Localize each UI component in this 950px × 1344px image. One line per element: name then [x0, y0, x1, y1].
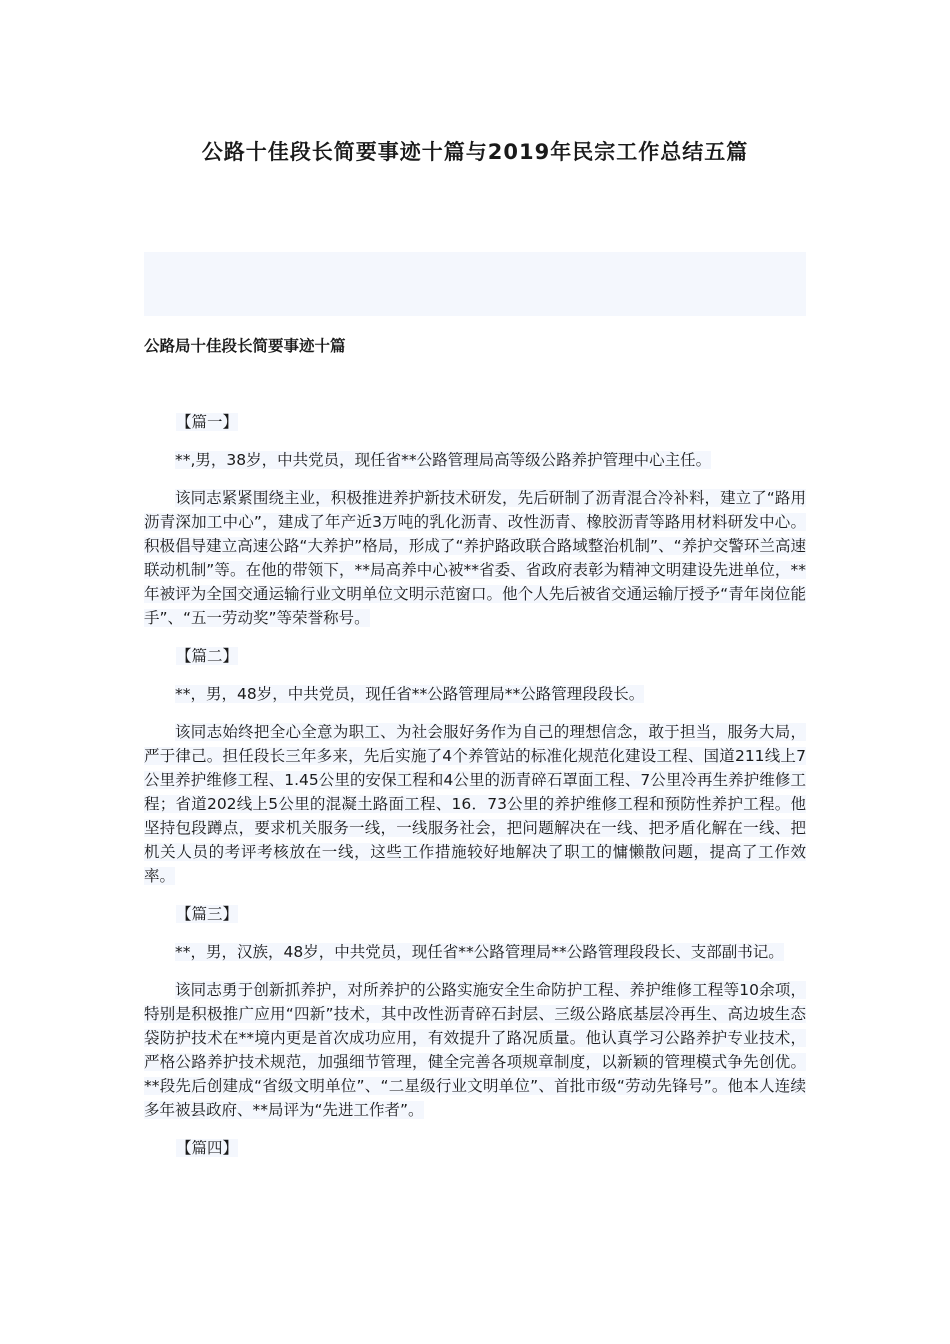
section-label-4: 【篇四】	[176, 1139, 239, 1157]
section-label-1: 【篇一】	[176, 413, 239, 431]
section-label-3: 【篇三】	[176, 905, 239, 923]
blank-panel	[144, 252, 806, 316]
section-intro-3: **，男，汉族，48岁，中共党员，现任省**公路管理局**公路管理段段长、支部副书记。	[175, 943, 784, 961]
document-body	[144, 410, 806, 1174]
section-body-1: 该同志紧紧围绕主业，积极推进养护新技术研发，先后研制了沥青混合冷补料，建立了“路用沥青深加工中心”，建成了年产近3万吨的乳化沥青、改性沥青、橡胶沥青等路用材料研发中心。积极倡导建立高速公路“大养护”格局，形成了“养护路政联合路域整治机制”、“养护交警环兰高速联动机制”等。在他的带领下，**局高养中心被**省委、省政府表彰为精神文明建设先进单位，**年被评为全国交通运输行业文明单位文明示范窗口。他个人先后被省交通运输厅授予“青年岗位能手”、“五一劳动奖”等荣誉称号。	[144, 489, 806, 627]
section-intro-2: **，男，48岁，中共党员，现任省**公路管理局**公路管理段段长。	[175, 685, 645, 703]
section-heading: 公路局十佳段长简要事迹十篇	[144, 337, 346, 355]
section-label-2: 【篇二】	[176, 647, 239, 665]
section-body-2: 该同志始终把全心全意为职工、为社会服好务作为自己的理想信念，敢于担当，服务大局，严于律己。担任段长三年多来，先后实施了4个养管站的标准化规范化建设工程、国道211线上7公里养护维修工程、1.45公里的安保工程和4公里的沥青碎石罩面工程、7公里冷再生养护维修工程；省道202线上5公里的混凝土路面工程、16．73公里的养护维修工程和预防性养护工程。他坚持包段蹲点，要求机关服务一线，一线服务社会，把问题解决在一线、把矛盾化解在一线、把机关人员的考评考核放在一线，这些工作措施较好地解决了职工的慵懒散问题，提高了工作效率。	[144, 723, 806, 885]
section-body-3: 该同志勇于创新抓养护，对所养护的公路实施安全生命防护工程、养护维修工程等10余项，特别是积极推广应用“四新”技术，其中改性沥青碎石封层、三级公路底基层冷再生、高边坡生态袋防护技术在**境内更是首次成功应用，有效提升了路况质量。他认真学习公路养护专业技术，严格公路养护技术规范，加强细节管理，健全完善各项规章制度，以新颖的管理模式争先创优。**段先后创建成“省级文明单位”、“二星级行业文明单位”、首批市级“劳动先锋号”。他本人连续多年被县政府、**局评为“先进工作者”。	[144, 981, 806, 1119]
document-title: 公路十佳段长简要事迹十篇与2019年民宗工作总结五篇	[201, 140, 749, 164]
section-intro-1: **,男，38岁，中共党员，现任省**公路管理局高等级公路养护管理中心主任。	[175, 451, 712, 469]
